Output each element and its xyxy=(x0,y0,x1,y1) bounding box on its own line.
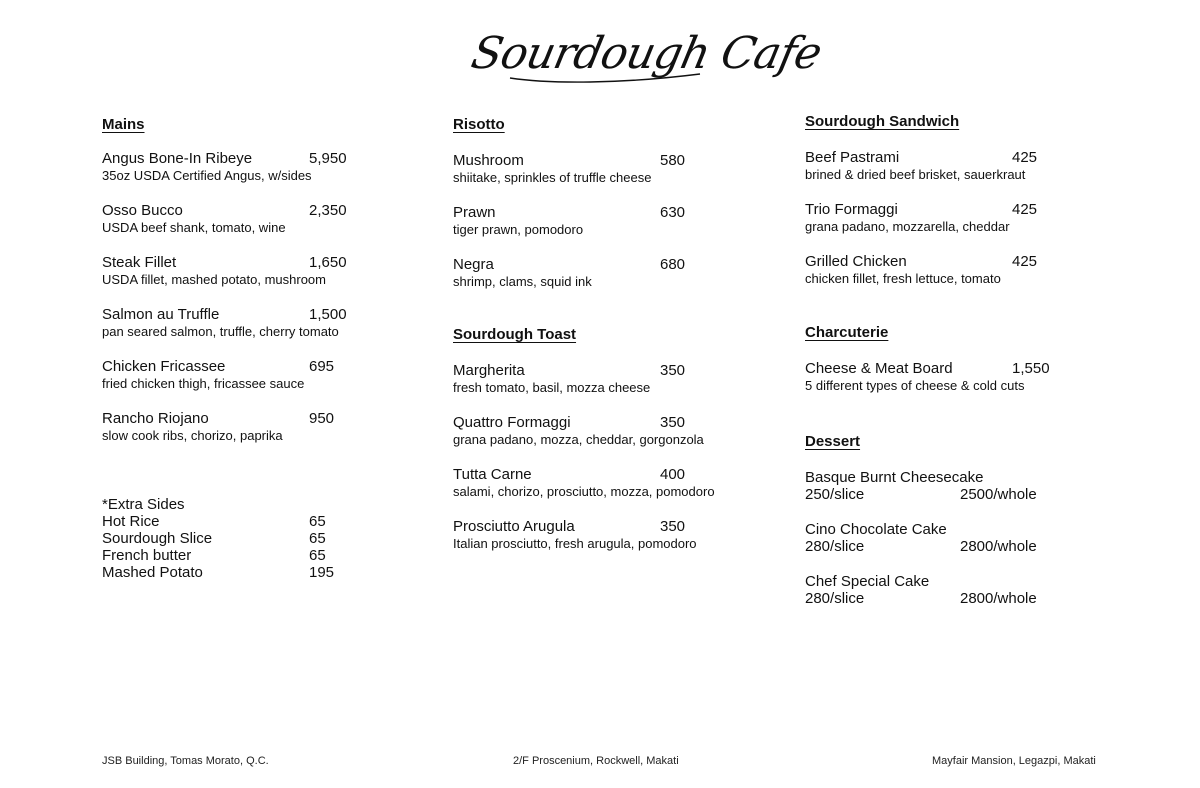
item-price: 350 xyxy=(660,362,686,379)
cafe-logo-script xyxy=(467,18,826,98)
item-name: Grilled Chicken xyxy=(805,253,907,270)
item-price: 425 xyxy=(1012,253,1038,270)
menu-item xyxy=(102,254,442,288)
item-price: 350 xyxy=(660,414,686,431)
menu-item xyxy=(453,362,793,396)
item-name: Chef Special Cake xyxy=(805,573,930,590)
item-name: Negra xyxy=(453,256,494,273)
item-name: Mashed Potato xyxy=(102,564,203,581)
menu-item xyxy=(102,410,442,444)
menu-item xyxy=(805,253,1145,287)
item-description: grana padano, mozza, cheddar, gorgonzola xyxy=(453,432,704,447)
item-description: shrimp, clams, squid ink xyxy=(453,274,592,289)
item-name: Beef Pastrami xyxy=(805,149,900,166)
slice-price: 280/slice xyxy=(805,538,865,555)
item-name: Mushroom xyxy=(453,152,524,169)
dessert-item xyxy=(805,573,1105,607)
whole-price: 2800/whole xyxy=(960,538,1037,555)
whole-price: 2500/whole xyxy=(960,486,1037,503)
item-name: Osso Bucco xyxy=(102,202,183,219)
item-description: chicken fillet, fresh lettuce, tomato xyxy=(805,271,1001,286)
section-title-sourdough-sandwich: Sourdough Sandwich xyxy=(805,113,960,130)
item-name: Basque Burnt Cheesecake xyxy=(805,469,984,486)
menu-item xyxy=(453,466,793,500)
extra-side-item xyxy=(102,513,326,530)
cafe-logo xyxy=(0,18,1200,98)
item-description: slow cook ribs, chorizo, paprika xyxy=(102,428,283,443)
slice-price: 280/slice xyxy=(805,590,865,607)
item-description: pan seared salmon, truffle, cherry tomato xyxy=(102,324,339,339)
item-description: grana padano, mozzarella, cheddar xyxy=(805,219,1010,234)
item-price: 5,950 xyxy=(309,150,347,167)
item-name: Chicken Fricassee xyxy=(102,358,226,375)
item-name: Sourdough Slice xyxy=(102,530,213,547)
extra-sides-title: *Extra Sides xyxy=(102,496,185,513)
item-name: Angus Bone-In Ribeye xyxy=(102,150,253,167)
dessert-item xyxy=(805,469,1105,503)
item-price: 695 xyxy=(309,358,335,375)
dessert-item xyxy=(805,521,1105,555)
menu-item xyxy=(102,202,442,236)
item-description: 5 different types of cheese & cold cuts xyxy=(805,378,1025,393)
footer-address-center: 2/F Proscenium, Rockwell, Makati xyxy=(513,755,679,767)
footer-address-left: JSB Building, Tomas Morato, Q.C. xyxy=(102,755,269,767)
item-price: 950 xyxy=(309,410,335,427)
menu-item xyxy=(805,360,1145,394)
menu-item xyxy=(102,306,442,340)
whole-price: 2800/whole xyxy=(960,590,1037,607)
menu-item xyxy=(102,358,442,392)
slice-price: 250/slice xyxy=(805,486,865,503)
section-title-mains: Mains xyxy=(102,116,145,133)
item-price: 680 xyxy=(660,256,686,273)
item-name: Tutta Carne xyxy=(453,466,532,483)
item-price: 65 xyxy=(309,530,326,547)
section-title-dessert: Dessert xyxy=(805,433,861,450)
item-description: shiitake, sprinkles of truffle cheese xyxy=(453,170,652,185)
menu-item xyxy=(453,256,793,290)
item-price: 195 xyxy=(309,564,335,581)
item-price: 400 xyxy=(660,466,686,483)
item-name: Cheese & Meat Board xyxy=(805,360,953,377)
menu-item xyxy=(453,204,793,238)
item-price: 425 xyxy=(1012,201,1038,218)
extra-side-item xyxy=(102,530,326,547)
menu-item xyxy=(805,149,1145,183)
item-description: USDA fillet, mashed potato, mushroom xyxy=(102,272,326,287)
extra-side-item xyxy=(102,564,335,581)
item-price: 580 xyxy=(660,152,686,169)
menu-item xyxy=(102,150,442,184)
item-name: Steak Fillet xyxy=(102,254,177,271)
extra-sides-list xyxy=(102,496,335,581)
item-name: Salmon au Truffle xyxy=(102,306,220,323)
item-name: Quattro Formaggi xyxy=(453,414,571,431)
item-name: Rancho Riojano xyxy=(102,410,209,427)
item-price: 1,500 xyxy=(309,306,347,323)
item-name: Prawn xyxy=(453,204,496,221)
item-name: Trio Formaggi xyxy=(805,201,898,218)
section-title-sourdough-toast: Sourdough Toast xyxy=(453,326,577,343)
menu-item xyxy=(453,414,793,448)
item-price: 1,650 xyxy=(309,254,347,271)
item-description: fried chicken thigh, fricassee sauce xyxy=(102,376,305,391)
item-price: 425 xyxy=(1012,149,1038,166)
item-price: 630 xyxy=(660,204,686,221)
item-description: 35oz USDA Certified Angus, w/sides xyxy=(102,168,312,183)
item-price: 350 xyxy=(660,518,686,535)
item-description: tiger prawn, pomodoro xyxy=(453,222,584,237)
section-title-charcuterie: Charcuterie xyxy=(805,324,889,341)
item-description: brined & dried beef brisket, sauerkraut xyxy=(805,167,1026,182)
item-price: 65 xyxy=(309,547,326,564)
item-name: Cino Chocolate Cake xyxy=(805,521,947,538)
logo-lettering: Sourdough Cafe xyxy=(467,28,826,79)
item-description: salami, chorizo, prosciutto, mozza, pomodoro xyxy=(453,484,715,499)
item-description: Italian prosciutto, fresh arugula, pomodoro xyxy=(453,536,697,551)
menu-item xyxy=(805,201,1145,235)
item-name: Hot Rice xyxy=(102,513,160,530)
item-name: French butter xyxy=(102,547,192,564)
item-name: Margherita xyxy=(453,362,525,379)
item-description: USDA beef shank, tomato, wine xyxy=(102,220,286,235)
section-title-risotto: Risotto xyxy=(453,116,505,133)
item-price: 65 xyxy=(309,513,326,530)
menu-item xyxy=(453,152,793,186)
item-price: 2,350 xyxy=(309,202,347,219)
menu-item xyxy=(453,518,793,552)
item-price: 1,550 xyxy=(1012,360,1050,377)
item-name: Prosciutto Arugula xyxy=(453,518,575,535)
item-description: fresh tomato, basil, mozza cheese xyxy=(453,380,651,395)
extra-side-item xyxy=(102,547,326,564)
footer-address-right: Mayfair Mansion, Legazpi, Makati xyxy=(932,755,1096,767)
